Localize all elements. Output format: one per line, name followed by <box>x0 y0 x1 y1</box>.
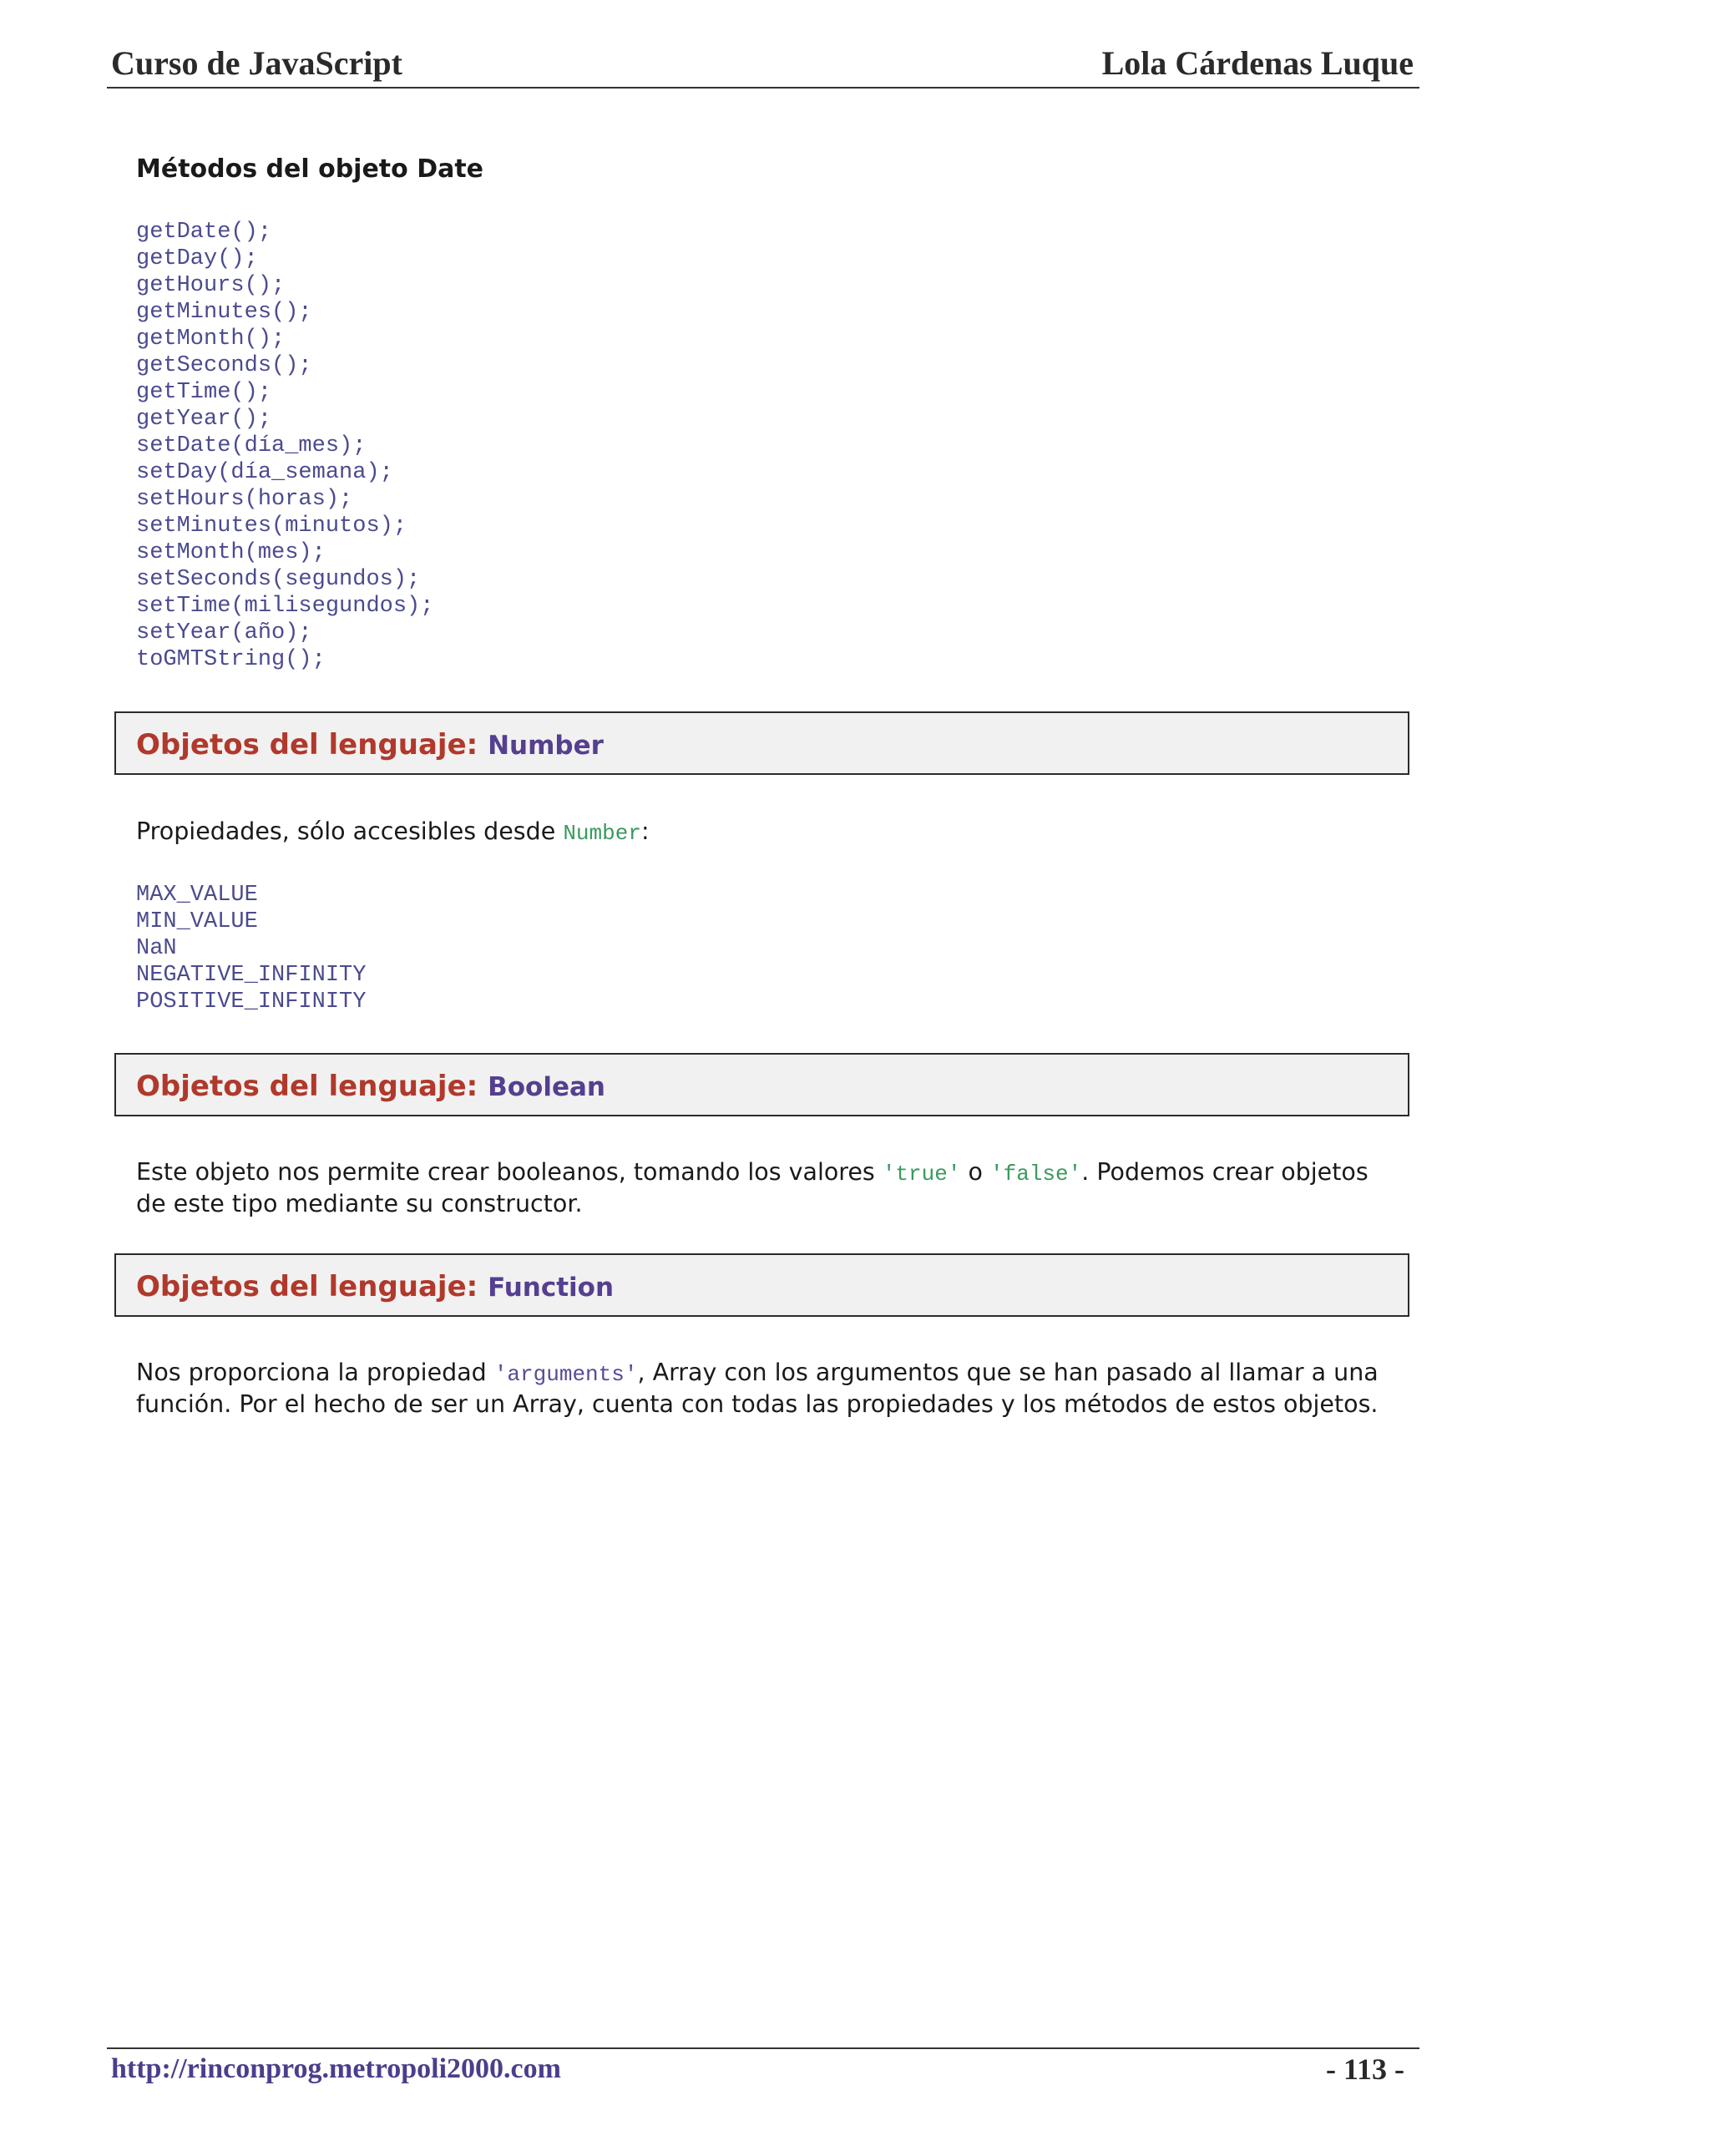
intro-text: Propiedades, sólo accesibles desde <box>136 817 564 845</box>
text-run: Nos proporciona la propiedad <box>136 1359 494 1386</box>
header-rule <box>107 87 1419 89</box>
boolean-section-banner <box>114 1053 1409 1116</box>
banner-prefix: Objetos del lenguaje: <box>136 1070 478 1103</box>
text-run: , Array con los argumentos que se han pasado al llamar a una función. Por el hecho de ser un Array, cuenta con todas las propiedades y los métodos de estos objetos. <box>136 1359 1379 1418</box>
header-author: Lola Cárdenas Luque <box>1101 44 1414 82</box>
code-line: toGMTString(); <box>136 647 326 672</box>
code-line: getDay(); <box>136 246 258 271</box>
function-section-banner <box>114 1253 1409 1317</box>
inline-code: 'arguments' <box>493 1362 638 1387</box>
code-line: getYear(); <box>136 407 272 432</box>
footer-url: http://rinconprog.metropoli2000.com <box>111 2053 561 2084</box>
date-methods-heading: Métodos del objeto Date <box>136 154 484 184</box>
code-line: setYear(año); <box>136 620 312 645</box>
text-run: Este objeto nos permite crear booleanos, tomando los valores <box>136 1158 883 1186</box>
page-number: - 113 - <box>1326 2052 1404 2086</box>
header-title: Curso de JavaScript <box>111 44 402 82</box>
inline-code: 'false' <box>990 1162 1082 1187</box>
code-line: setMinutes(minutos); <box>136 514 407 539</box>
banner-object-name: Function <box>488 1273 615 1303</box>
code-line: POSITIVE_INFINITY <box>136 989 367 1015</box>
code-line: getSeconds(); <box>136 353 312 378</box>
function-description <box>136 1358 1405 1420</box>
number-section-banner <box>114 711 1409 775</box>
number-properties-intro <box>136 817 1405 848</box>
banner-object-name: Number <box>488 731 604 761</box>
code-line: setTime(milisegundos); <box>136 594 434 619</box>
code-line: setSeconds(segundos); <box>136 567 421 592</box>
code-line: setDay(día_semana); <box>136 460 393 485</box>
banner-object-name: Boolean <box>488 1072 605 1102</box>
code-line: MIN_VALUE <box>136 909 258 934</box>
text-run: . Podemos crear objetos de este tipo mediante su constructor. <box>136 1158 1369 1217</box>
code-line: setDate(día_mes); <box>136 433 367 458</box>
banner-prefix: Objetos del lenguaje: <box>136 1270 478 1303</box>
boolean-description <box>136 1157 1405 1219</box>
footer-rule <box>107 2047 1419 2049</box>
code-line: getDate(); <box>136 220 272 245</box>
text-run: o <box>960 1158 991 1186</box>
code-line: getTime(); <box>136 380 272 405</box>
code-line: NaN <box>136 936 177 961</box>
code-line: getMonth(); <box>136 326 286 352</box>
code-line: setMonth(mes); <box>136 540 326 565</box>
banner-prefix: Objetos del lenguaje: <box>136 728 478 762</box>
code-line: NEGATIVE_INFINITY <box>136 963 367 988</box>
intro-suffix: : <box>640 817 650 845</box>
code-line: getMinutes(); <box>136 300 312 325</box>
code-line: setHours(horas); <box>136 487 353 512</box>
inline-code: 'true' <box>882 1162 961 1187</box>
code-line: MAX_VALUE <box>136 883 258 908</box>
code-line: getHours(); <box>136 273 286 298</box>
date-methods-list <box>136 219 433 673</box>
inline-code: Number <box>563 821 641 846</box>
number-properties-list <box>136 882 366 1015</box>
